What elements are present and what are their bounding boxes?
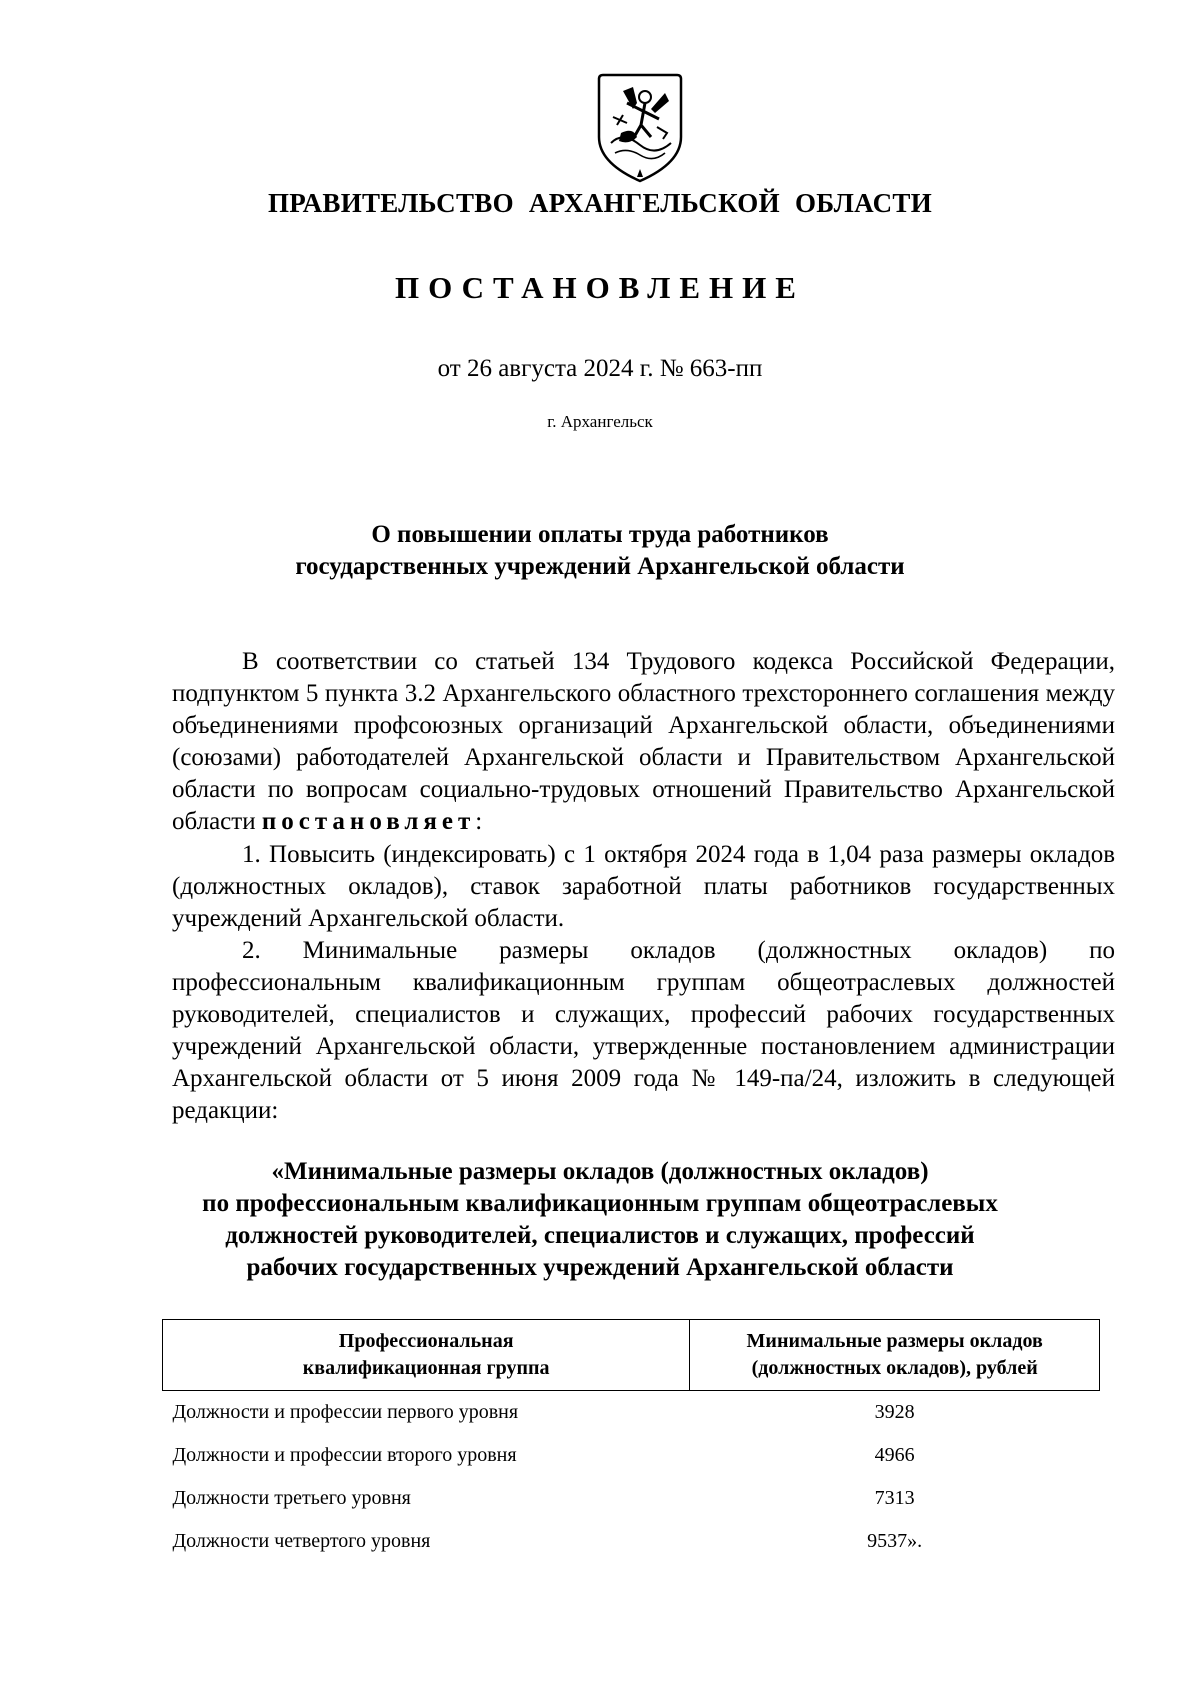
column-header-salary: Минимальные размеры окладов (должностных окладов), рублей bbox=[690, 1320, 1100, 1391]
annex-title-line: должностей руководителей, специалистов и служащих, профессий bbox=[225, 1222, 975, 1249]
document-city: г. Архангельск bbox=[547, 412, 653, 431]
salary-table bbox=[162, 1319, 1100, 1563]
item-2-paragraph: 2. Минимальные размеры окладов (должностных окладов) по профессиональным квалификационным группам общеотраслевых должностей руководителей, специалистов и служащих, профессий рабочих государственных учреждений Архангельской области, утвержденные постановлением администрации Архангельской области от 5 июня 2009 года № 149-па/24, изложить в следующей редакции: bbox=[172, 936, 1115, 1125]
table-row bbox=[163, 1477, 1100, 1520]
preamble-text: В соответствии со статьей 134 Трудового кодекса Российской Федерации, подпунктом 5 пункта 3.2 Архангельского областного трехстороннего соглашения между объединениями профсоюзных организаций Архангельской области, объединениями (союзами) работодателей Архангельской области и Правительством Архангельской области по вопросам социально-трудовых отношений Правительство Архангельской области bbox=[172, 648, 1115, 836]
annex-title-line: рабочих государственных учреждений Архангельской области bbox=[246, 1254, 954, 1281]
table-row bbox=[163, 1391, 1100, 1435]
item-1-paragraph: 1. Повысить (индексировать) с 1 октября 2024 года в 1,04 раза размеры окладов (должностных окладов), ставок заработной платы работников государственных учреждений Архангельской области. bbox=[172, 840, 1115, 932]
table-row bbox=[163, 1520, 1100, 1563]
annex-title bbox=[0, 1156, 1200, 1284]
annex-title-line: по профессиональным квалификационным группам общеотраслевых bbox=[202, 1190, 998, 1217]
document-type: ПОСТАНОВЛЕНИЕ bbox=[395, 270, 805, 305]
value-cell: 7313 bbox=[874, 1487, 915, 1509]
decree-word: постановляет bbox=[261, 808, 476, 836]
group-cell: Должности и профессии второго уровня bbox=[172, 1444, 517, 1466]
preamble-paragraph bbox=[172, 646, 1115, 839]
document-title-line: государственных учреждений Архангельской области bbox=[295, 553, 905, 580]
document-body bbox=[172, 646, 1115, 1127]
table-header-row bbox=[163, 1320, 1100, 1391]
group-cell: Должности четвертого уровня bbox=[172, 1530, 431, 1552]
group-cell: Должности третьего уровня bbox=[172, 1487, 411, 1509]
coat-of-arms-emblem bbox=[593, 73, 687, 185]
document-title bbox=[0, 519, 1200, 583]
table-row bbox=[163, 1434, 1100, 1477]
column-header-group: Профессиональная квалификационная группа bbox=[163, 1320, 690, 1391]
value-cell: 9537». bbox=[867, 1530, 923, 1552]
value-cell: 3928 bbox=[874, 1401, 915, 1423]
organization-name: ПРАВИТЕЛЬСТВО АРХАНГЕЛЬСКОЙ ОБЛАСТИ bbox=[267, 188, 933, 218]
value-cell: 4966 bbox=[874, 1444, 915, 1466]
document-date-number: от 26 августа 2024 г. № 663-пп bbox=[437, 355, 763, 382]
decree-colon: : bbox=[475, 808, 483, 836]
annex-title-line: «Минимальные размеры окладов (должностных окладов) bbox=[271, 1158, 929, 1185]
document-title-line: О повышении оплаты труда работников bbox=[371, 521, 829, 548]
group-cell: Должности и профессии первого уровня bbox=[172, 1401, 519, 1423]
